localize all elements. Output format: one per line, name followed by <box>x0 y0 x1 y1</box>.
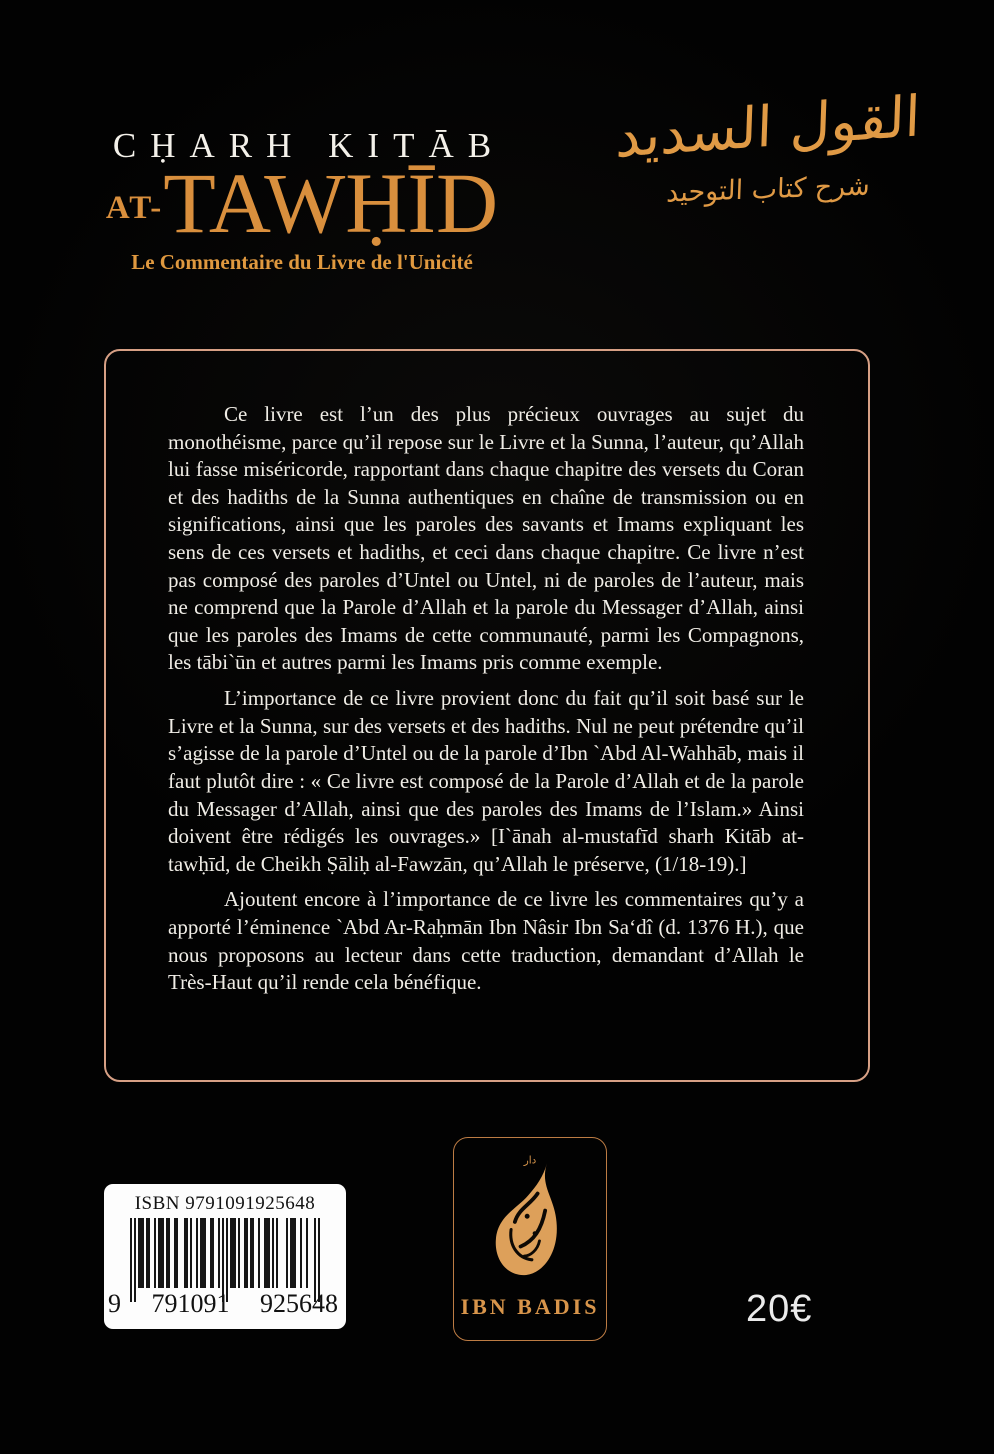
description-paragraph: Ajoutent encore à l’importance de ce livre les commentaires qu’y a apporté l’éminence `Abd Ar-Raḥmān Ibn Nâsir Ibn Sa‘dî (d. 1376 H.), que nous proposons au lecteur dans cette traduction, demandant d’Allah le Très-Haut qu’il rende cela bénéfique. <box>168 887 804 995</box>
subtitle-french: Le Commentaire du Livre de l'Unicité <box>131 250 473 274</box>
isbn-label: ISBN 9791091925648 <box>134 1193 316 1214</box>
isbn-digit-group: 925648 <box>260 1289 338 1318</box>
arabic-calligraphy-subtitle: شرح كتاب التوحيد <box>665 170 871 209</box>
ibn-badis-calligraphy-icon <box>482 1150 578 1292</box>
description-box <box>104 349 870 1082</box>
arabic-title-block <box>568 84 968 209</box>
isbn-digit-group: 791091 <box>151 1289 230 1318</box>
isbn-digits <box>104 1289 346 1319</box>
description-paragraph: Ce livre est l’un des plus précieux ouvrages au sujet du monothéisme, parce qu’il repose sur le Livre et la Sunna, l’auteur, qu’Allah lui fasse miséricorde, rapportant dans chaque chapitre des versets du Coran et des hadiths de la Sunna authentiques en chaîne de transmission ou en significations, ainsi que les paroles des savants et Imams expliquant les sens de ces versets et hadiths, et ceci dans chaque chapitre. Ce livre n’est pas composé des paroles d’Untel ou Untel, ni de paroles de l’auteur, mais ne comprend que la Parole d’Allah et la parole du Messager d’Allah, ainsi que les paroles des Imams de cette communauté, parmi les Compagnons, les tābi`ūn et autres parmi les Imams pris comme exemple. <box>168 402 804 675</box>
arabic-calligraphy-title: القول السديد <box>614 84 922 171</box>
main-title <box>86 155 518 251</box>
price-label: 20€ <box>746 1288 813 1330</box>
series-title: CḤARH KITĀB <box>112 126 506 165</box>
isbn-barcode <box>104 1184 346 1329</box>
publisher-logo-box <box>453 1137 607 1341</box>
isbn-digit-group: 9 <box>108 1289 121 1318</box>
latin-title-block <box>86 126 518 275</box>
svg-text:دار: دار <box>523 1154 537 1167</box>
main-title-prefix: AT- <box>105 190 164 226</box>
main-title-word: TAWḤĪD <box>163 155 499 251</box>
publisher-name: IBN BADIS <box>460 1294 600 1319</box>
description-paragraph: L’importance de ce livre provient donc du fait qu’il soit basé sur le Livre et la Sunna, sur des versets et des hadiths. Nul ne peut prétendre qu’il s’agisse de la parole d’Untel ou de la parole d’Ibn `Abd Al-Wahhāb, mais il faut plutôt dire : « Ce livre est composé de la Parole d’Allah et de la parole du Messager d’Allah, ainsi que des paroles des Imams de l’Islam.» Ainsi doivent être rédigés les ouvrages.» [I`ānah al-mustafīd sharh Kitāb at-tawḥīd, de Cheikh Ṣāliḥ al-Fawzān, qu’Allah le préserve, (1/18-19).] <box>168 686 804 876</box>
